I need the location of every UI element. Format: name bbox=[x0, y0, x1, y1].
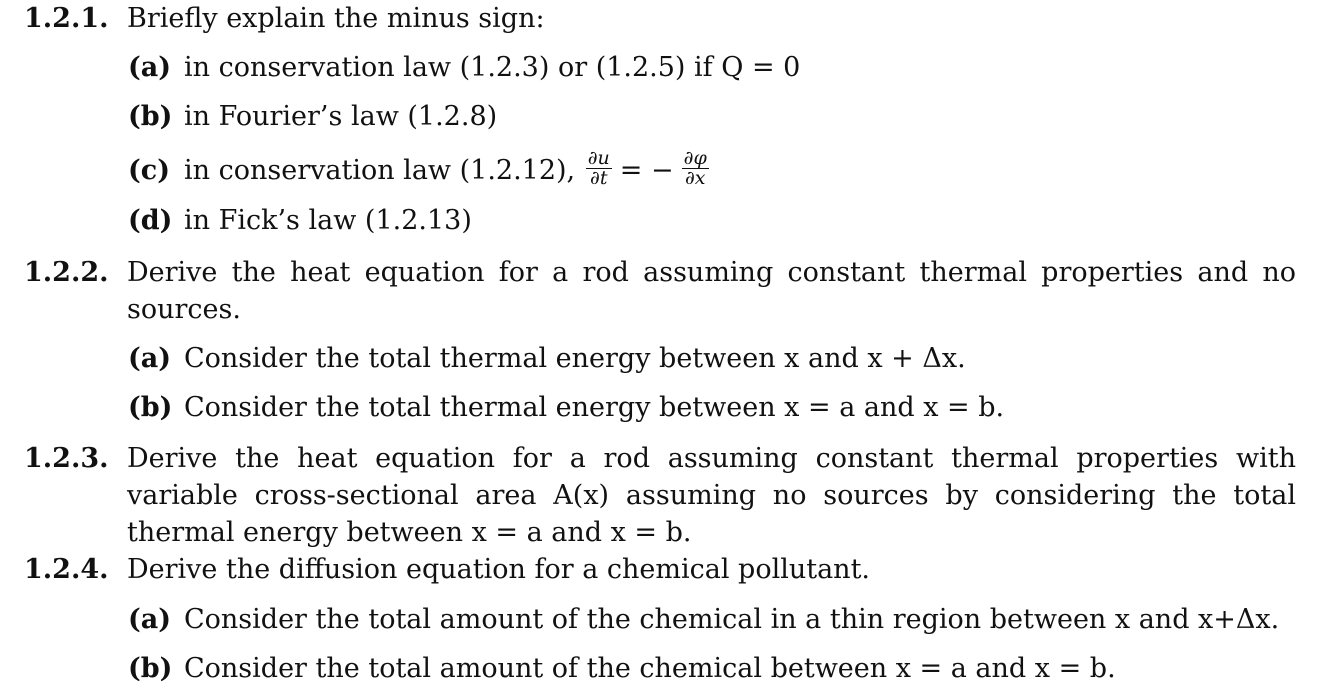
part-text: Consider the total thermal energy between x = a and x = b. bbox=[184, 392, 1005, 423]
exercise-prompt: Briefly explain the minus sign: bbox=[127, 3, 545, 34]
part-text: in conservation law (1.2.12), bbox=[184, 155, 576, 186]
exercise-1-2-3 bbox=[24, 440, 1296, 551]
exercise-number: 1.2.3. bbox=[24, 443, 109, 474]
exercise-part bbox=[128, 389, 1298, 426]
part-text: in Fourier’s law (1.2.8) bbox=[184, 101, 498, 132]
exercise-prompt: Derive the heat equation for a rod assuming constant thermal properties with variable cross-sectional area A(x) assuming no sources by considering the total thermal energy between x = a and x = b. bbox=[127, 443, 1296, 548]
exercise-prompt: Derive the diffusion equation for a chemical pollutant. bbox=[127, 554, 871, 585]
exercise-1-2-1 bbox=[24, 0, 1296, 37]
exercise-number: 1.2.2. bbox=[24, 257, 109, 288]
exercise-part bbox=[128, 340, 1298, 377]
part-label: (a) bbox=[128, 52, 172, 83]
exercise-header bbox=[24, 440, 1296, 551]
exercise-header bbox=[24, 0, 1296, 37]
fraction-du-dt bbox=[586, 149, 612, 188]
part-text: in conservation law (1.2.3) or (1.2.5) if Q = 0 bbox=[184, 52, 801, 83]
part-label: (b) bbox=[128, 653, 173, 684]
exercise-part bbox=[128, 601, 1298, 638]
exercise-number: 1.2.4. bbox=[24, 554, 109, 585]
exercise-header bbox=[24, 254, 1296, 328]
exercise-part bbox=[128, 147, 1298, 191]
part-text: Consider the total amount of the chemical between x = a and x = b. bbox=[184, 653, 1116, 684]
part-text: in Fick’s law (1.2.13) bbox=[184, 205, 472, 236]
exercise-part bbox=[128, 650, 1298, 687]
exercise-part bbox=[128, 49, 1298, 86]
part-label: (b) bbox=[128, 101, 173, 132]
part-label: (a) bbox=[128, 343, 172, 374]
exercise-prompt: Derive the heat equation for a rod assuming constant thermal properties and no sources. bbox=[127, 257, 1296, 325]
exercise-header bbox=[24, 551, 1296, 588]
exercise-part bbox=[128, 98, 1298, 135]
part-text: Consider the total thermal energy between x and x + Δx. bbox=[184, 343, 966, 374]
fraction-denominator: ∂x bbox=[684, 167, 706, 189]
part-text: Consider the total amount of the chemical in a thin region between x and x+Δx. bbox=[184, 604, 1280, 635]
part-label: (c) bbox=[128, 155, 170, 186]
exercise-number: 1.2.1. bbox=[24, 3, 109, 34]
fraction-dphi-dx bbox=[682, 149, 709, 188]
fraction-numerator: ∂u bbox=[587, 147, 610, 169]
fraction-numerator: ∂φ bbox=[683, 147, 707, 169]
part-label: (a) bbox=[128, 604, 172, 635]
exercise-1-2-2 bbox=[24, 254, 1296, 328]
fraction-denominator: ∂t bbox=[590, 167, 608, 189]
equation-relation: = − bbox=[619, 155, 674, 186]
part-label: (b) bbox=[128, 392, 173, 423]
part-label: (d) bbox=[128, 205, 173, 236]
exercise-part bbox=[128, 202, 1298, 239]
exercise-1-2-4 bbox=[24, 551, 1296, 588]
